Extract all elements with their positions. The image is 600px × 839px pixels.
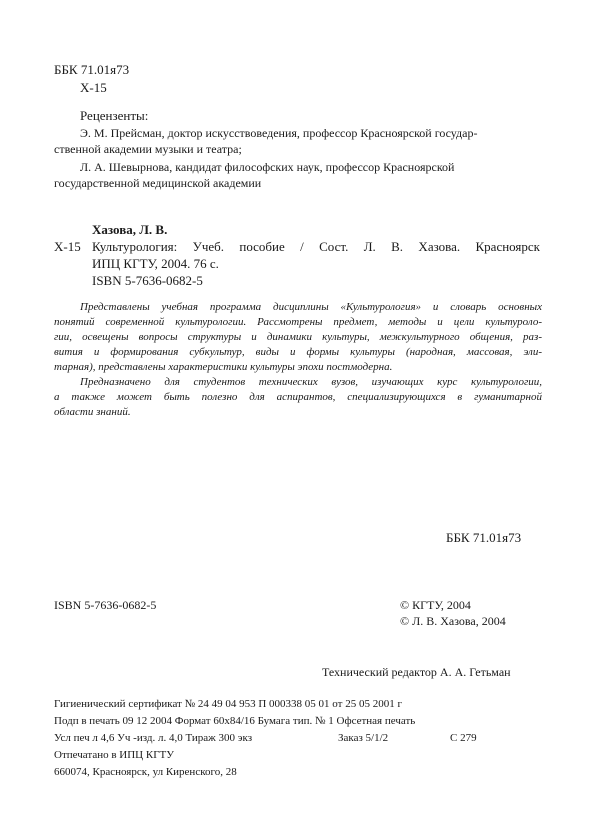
bbk-code: ББК 71.01я73 bbox=[54, 62, 130, 77]
copyright-author: © Л. В. Хазова, 2004 bbox=[400, 614, 506, 628]
imprint-print-info: Подп в печать 09 12 2004 Формат 60х84/16 Бумага тип. № 1 Офсетная печать bbox=[54, 715, 416, 727]
annotation-p2-line-3: области знаний. bbox=[54, 406, 131, 418]
reviewers-title: Рецензенты: bbox=[80, 108, 149, 123]
annotation-p1-line-1: Представлены учебная программа дисциплины «Культурология» и словарь основных bbox=[80, 301, 542, 313]
isbn-bottom: ISBN 5-7636-0682-5 bbox=[54, 598, 157, 612]
imprint-code: С 279 bbox=[450, 732, 477, 744]
tech-editor: Технический редактор А. А. Гетьман bbox=[322, 665, 511, 679]
record-author: Хазова, Л. В. bbox=[92, 222, 168, 237]
reviewer-2-line-2: государственной медицинской академии bbox=[54, 176, 262, 190]
record-isbn: ISBN 5-7636-0682-5 bbox=[92, 273, 203, 288]
record-mark: Х-15 bbox=[54, 239, 81, 254]
record-line-1: Культурология: Учеб. пособие / Сост. Л. В. Хазова. Красноярск bbox=[92, 239, 540, 254]
annotation-p1-line-5: тарная), представлены характеристики культуры эпохи постмодерна. bbox=[54, 361, 393, 373]
imprint-volume: Усл печ л 4,6 Уч -изд. л. 4,0 Тираж 300 экз bbox=[54, 732, 253, 744]
annotation-p1-line-4: вития и формирования субкультур, виды и формы культуры (народная, массовая, эли- bbox=[54, 346, 542, 358]
bbk-bottom: ББК 71.01я73 bbox=[446, 530, 522, 545]
author-mark: Х-15 bbox=[80, 80, 107, 95]
reviewer-1-line-2: ственной академии музыки и театра; bbox=[54, 142, 242, 156]
annotation-p1-line-2: понятий современной культурологии. Рассмотрены предмет, методы и цели культуроло- bbox=[54, 316, 542, 328]
copyright-kgtu: © КГТУ, 2004 bbox=[400, 598, 471, 612]
annotation-p2-line-2: а также может быть полезно для аспирантов, специализирующихся в гуманитарной bbox=[54, 391, 542, 403]
annotation-p1-line-3: гии, освещены вопросы структуры и динамики культуры, межкультурного общения, раз- bbox=[54, 331, 542, 343]
reviewer-2-line-1: Л. А. Шевырнова, кандидат философских наук, профессор Красноярской bbox=[80, 160, 455, 174]
imprint-order: Заказ 5/1/2 bbox=[338, 732, 389, 744]
imprint-address: 660074, Красноярск, ул Киренского, 28 bbox=[54, 766, 237, 778]
imprint-printed-at: Отпечатано в ИПЦ КГТУ bbox=[54, 749, 175, 761]
record-line-2: ИПЦ КГТУ, 2004. 76 с. bbox=[92, 256, 219, 271]
imprint-certificate: Гигиенический сертификат № 24 49 04 953 П 000338 05 01 от 25 05 2001 г bbox=[54, 698, 402, 710]
annotation-p2-line-1: Предназначено для студентов технических вузов, изучающих курс культурологии, bbox=[80, 376, 542, 388]
reviewer-1-line-1: Э. М. Прейсман, доктор искусствоведения, профессор Красноярской государ- bbox=[80, 126, 478, 140]
